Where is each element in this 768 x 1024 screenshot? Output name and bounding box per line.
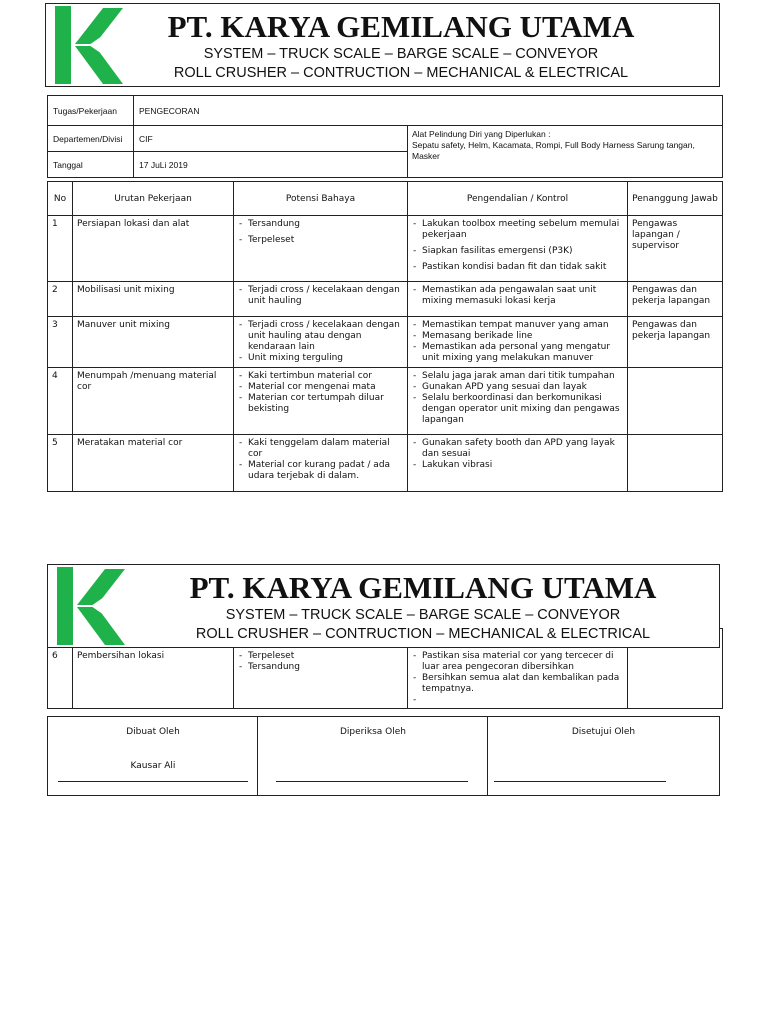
row-controls [408, 435, 628, 492]
row-no: 5 [48, 435, 73, 492]
company-logo-icon [53, 6, 123, 84]
hazard-item: - Terpeleset [238, 235, 403, 246]
sig-checked-by [258, 717, 488, 795]
col-header-no: No [48, 182, 73, 216]
table-row [48, 368, 723, 435]
col-header-pic: Penanggung Jawab [628, 182, 723, 216]
apd-cell [408, 126, 723, 178]
hazard-item: - Unit mixing terguling [238, 353, 403, 364]
table-row [48, 282, 723, 317]
row-hazards [234, 435, 408, 492]
task-label: Tugas/Pekerjaan [48, 96, 134, 126]
date-value: 17 JuLi 2019 [134, 152, 408, 178]
company-logo-icon [55, 567, 125, 645]
hazard-item: - Tersandung [238, 662, 403, 673]
row-step: Menumpah /menuang material cor [73, 368, 234, 435]
company-subtitle-2: ROLL CRUSHER – CONTRUCTION – MECHANICAL & ELECTRICAL [173, 65, 629, 81]
table-row [48, 435, 723, 492]
hazard-item: - Terjadi cross / kecelakaan dengan unit hauling [238, 285, 403, 307]
row-no-text: 6 [52, 651, 58, 661]
row-pic: Pengawas dan pekerja lapangan [628, 317, 723, 368]
row-no: 3 [48, 317, 73, 368]
col-header-control: Pengendalian / Kontrol [408, 182, 628, 216]
row-pic: Pengawas dan pekerja lapangan [628, 282, 723, 317]
made-by-label: Dibuat Oleh [126, 727, 180, 737]
hazard-item: - Terjadi cross / kecelakaan dengan unit hauling atau dengan kendaraan lain [238, 320, 403, 353]
control-item: - Gunakan APD yang sesuai dan layak [412, 382, 623, 393]
row-no: 4 [48, 368, 73, 435]
row-no: 1 [48, 216, 73, 282]
hazard-item: - Material cor kurang padat / ada udara terjebak di dalam. [238, 460, 403, 482]
apd-value: Sepatu safety, Helm, Kacamata, Rompi, Full Body Harness Sarung tangan, Masker [412, 140, 695, 161]
date-label: Tanggal [48, 152, 134, 178]
made-by-name: Kausar Ali [130, 761, 176, 771]
row-hazards [234, 368, 408, 435]
row-pic [628, 368, 723, 435]
row-no: 2 [48, 282, 73, 317]
row-step: Meratakan material cor [73, 435, 234, 492]
task-value: PENGECORAN [134, 96, 723, 126]
table-row [48, 317, 723, 368]
company-subtitle-1: SYSTEM – TRUCK SCALE – BARGE SCALE – CONVEYOR [225, 607, 621, 623]
company-header [45, 3, 720, 87]
sig-made-by [48, 717, 258, 795]
row-hazards [234, 282, 408, 317]
dept-value: CIF [134, 126, 408, 152]
signature-line [494, 781, 666, 782]
row-pic: Pengawas lapangan / supervisor [628, 216, 723, 282]
row-controls [408, 282, 628, 317]
signature-block [47, 716, 720, 796]
row-controls [408, 368, 628, 435]
row-pic [628, 435, 723, 492]
control-item: - Memastikan ada personal yang mengatur unit mixing yang melakukan manuver [412, 342, 623, 364]
signature-line [276, 781, 468, 782]
hazard-item: - Materian cor tertumpah diluar bekisting [238, 393, 403, 415]
company-name: PT. KARYA GEMILANG UTAMA [189, 570, 657, 605]
control-item: - Memastikan tempat manuver yang aman [412, 320, 623, 331]
col-header-step: Urutan Pekerjaan [73, 182, 234, 216]
row-step: Mobilisasi unit mixing [73, 282, 234, 317]
control-item: - Selalu berkoordinasi dan berkomunikasi dengan operator unit mixing dan pengawas lapangan [412, 393, 623, 426]
control-item: - Lakukan vibrasi [412, 460, 623, 471]
control-item: - Bersihkan semua alat dan kembalikan pada tempatnya. [412, 673, 623, 695]
hazard-item: - Terpeleset [238, 651, 403, 662]
control-item: - Siapkan fasilitas emergensi (P3K) [412, 246, 623, 257]
info-table [47, 95, 723, 178]
control-item: - Selalu jaga jarak aman dari titik tumpahan [412, 371, 623, 382]
company-name: PT. KARYA GEMILANG UTAMA [167, 9, 635, 44]
control-item: - Memasang berikade line [412, 331, 623, 342]
hazard-item: - Kaki tenggelam dalam material cor [238, 438, 403, 460]
row-hazards [234, 216, 408, 282]
control-item: - Gunakan safety booth dan APD yang layak dan sesuai [412, 438, 623, 460]
col-header-hazard: Potensi Bahaya [234, 182, 408, 216]
company-subtitle-1: SYSTEM – TRUCK SCALE – BARGE SCALE – CONVEYOR [203, 46, 599, 62]
table-row [48, 216, 723, 282]
hazard-item: - Material cor mengenai mata [238, 382, 403, 393]
row-step-text: Pembersihan lokasi [77, 651, 165, 661]
control-item: - Pastikan sisa material cor yang tercecer di luar area pengecoran dibersihkan [412, 651, 623, 673]
row-controls [408, 216, 628, 282]
control-item: - Lakukan toolbox meeting sebelum memulai pekerjaan [412, 219, 623, 241]
sig-approved-by [488, 717, 719, 795]
company-header-page2 [47, 564, 720, 648]
jsa-table [47, 181, 723, 492]
hazard-item: - Kaki tertimbun material cor [238, 371, 403, 382]
row-step: Manuver unit mixing [73, 317, 234, 368]
row-step: Persiapan lokasi dan alat [73, 216, 234, 282]
row-hazards [234, 317, 408, 368]
hazard-item: - Tersandung [238, 219, 403, 230]
checked-by-label: Diperiksa Oleh [340, 727, 406, 737]
apd-label: Alat Pelindung Diri yang Diperlukan : [412, 129, 551, 139]
row-controls [408, 317, 628, 368]
approved-by-label: Disetujui Oleh [571, 727, 636, 737]
signature-line [58, 781, 248, 782]
dept-label: Departemen/Divisi [48, 126, 134, 152]
control-item: - Pastikan kondisi badan fit dan tidak sakit [412, 262, 623, 273]
control-item: - Memastikan ada pengawalan saat unit mixing memasuki lokasi kerja [412, 285, 623, 307]
company-subtitle-2: ROLL CRUSHER – CONTRUCTION – MECHANICAL & ELECTRICAL [195, 626, 651, 642]
